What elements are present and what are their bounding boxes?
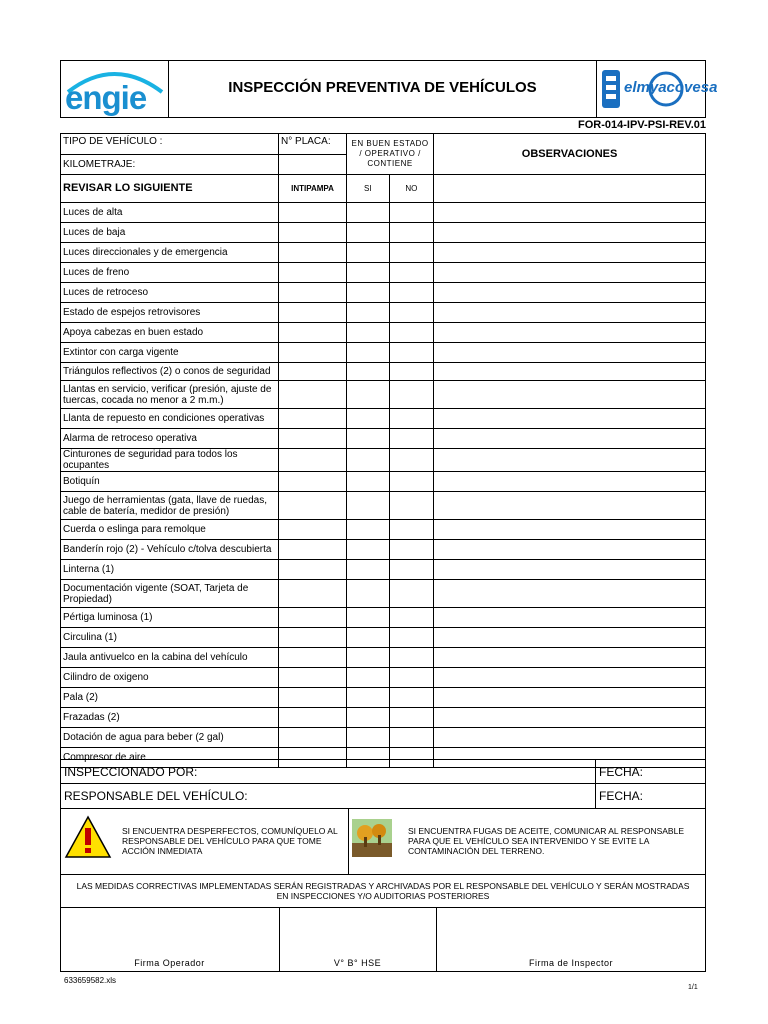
si-cell[interactable] — [346, 449, 389, 472]
checklist-item-label: Cinturones de seguridad para todos los ocupantes — [61, 449, 279, 472]
si-cell[interactable] — [346, 560, 389, 580]
checklist-row — [61, 243, 706, 263]
si-cell[interactable] — [346, 363, 389, 381]
checklist-item-label: Compresor de aire — [61, 748, 279, 768]
si-cell[interactable] — [346, 708, 389, 728]
intipampa-cell[interactable] — [279, 648, 347, 668]
fecha2-label: FECHA: — [599, 789, 644, 803]
checklist-item-label: Juego de herramientas (gata, llave de ruedas, cable de batería, medidor de presión) — [61, 492, 279, 520]
no-cell[interactable] — [389, 580, 434, 608]
checklist-item-label: Luces de retroceso — [61, 283, 279, 303]
tipo-vehiculo-label: TIPO DE VEHÍCULO : — [61, 134, 279, 155]
intipampa-cell[interactable] — [279, 608, 347, 628]
kilometraje-value[interactable] — [279, 155, 347, 175]
checklist-item-label: Pala (2) — [61, 688, 279, 708]
intipampa-cell[interactable] — [279, 688, 347, 708]
no-cell[interactable] — [389, 668, 434, 688]
observaciones-cell[interactable] — [434, 243, 706, 263]
si-cell[interactable] — [346, 323, 389, 343]
observaciones-cell[interactable] — [434, 409, 706, 429]
checklist-item-label: Apoya cabezas en buen estado — [61, 323, 279, 343]
si-cell[interactable] — [346, 263, 389, 283]
checklist-item-label: Cuerda o eslinga para remolque — [61, 520, 279, 540]
observaciones-cell[interactable] — [434, 492, 706, 520]
no-cell[interactable] — [389, 628, 434, 648]
checklist-row — [61, 409, 706, 429]
checklist-row — [61, 628, 706, 648]
si-cell[interactable] — [346, 540, 389, 560]
si-cell[interactable] — [346, 243, 389, 263]
no-cell[interactable] — [389, 203, 434, 223]
checklist-row — [61, 560, 706, 580]
intipampa-cell[interactable] — [279, 263, 347, 283]
intipampa-cell[interactable] — [279, 203, 347, 223]
checklist-row — [61, 492, 706, 520]
no-cell[interactable] — [389, 449, 434, 472]
checklist-row — [61, 223, 706, 243]
no-cell[interactable] — [389, 708, 434, 728]
checklist-row — [61, 303, 706, 323]
intipampa-cell[interactable] — [279, 429, 347, 449]
checklist-row — [61, 580, 706, 608]
si-cell[interactable] — [346, 668, 389, 688]
elmya-logo: elmyacovesa — [598, 64, 704, 114]
checklist-item-label: Luces direccionales y de emergencia — [61, 243, 279, 263]
checklist-item-label: Banderín rojo (2) - Vehículo c/tolva descubierta — [61, 540, 279, 560]
checklist-row — [61, 343, 706, 363]
observaciones-cell[interactable] — [434, 648, 706, 668]
si-cell[interactable] — [346, 728, 389, 748]
no-cell[interactable] — [389, 363, 434, 381]
fecha1-label: FECHA: — [599, 765, 644, 779]
no-cell[interactable] — [389, 283, 434, 303]
observaciones-header: OBSERVACIONES — [434, 134, 706, 175]
observaciones-cell[interactable] — [434, 728, 706, 748]
medidas-text: LAS MEDIDAS CORRECTIVAS IMPLEMENTADAS SERÁN REGISTRADAS Y ARCHIVADAS POR EL RESPONSABLE DEL VEHÍCULO Y SERÁN MOSTRADAS EN INSPECCIONES Y/O AUDITORIAS POSTERIORES — [76, 881, 690, 901]
checklist-item-label: Estado de espejos retrovisores — [61, 303, 279, 323]
warning-left-text: SI ENCUENTRA DESPERFECTOS, COMUNÍQUELO AL RESPONSABLE DEL VEHÍCULO PARA QUE TOME ACCIÓN INMEDIATA — [122, 826, 338, 856]
firma-inspector-label: Firma de Inspector — [528, 958, 614, 968]
no-cell[interactable] — [389, 409, 434, 429]
observaciones-cell[interactable] — [434, 283, 706, 303]
intipampa-cell[interactable] — [279, 283, 347, 303]
checklist-row — [61, 283, 706, 303]
firma-operador-label: Firma Operador — [134, 958, 205, 968]
intipampa-cell[interactable] — [279, 708, 347, 728]
checklist-row — [61, 688, 706, 708]
inspeccionado-label: INSPECCIONADO POR: — [64, 765, 198, 779]
checklist-row — [61, 648, 706, 668]
no-cell[interactable] — [389, 648, 434, 668]
si-cell[interactable] — [346, 580, 389, 608]
intipampa-cell[interactable] — [279, 540, 347, 560]
no-header: NO — [389, 175, 434, 203]
warning-right-text: SI ENCUENTRA FUGAS DE ACEITE, COMUNICAR AL RESPONSABLE PARA QUE EL VEHÍCULO SEA INTERVENIDO Y SE EVITE LA CONTAMINACIÓN DEL TERRENO. — [408, 826, 684, 856]
checklist-item-label: Luces de freno — [61, 263, 279, 283]
checklist-row — [61, 520, 706, 540]
observaciones-cell[interactable] — [434, 668, 706, 688]
no-cell[interactable] — [389, 323, 434, 343]
observaciones-cell[interactable] — [434, 449, 706, 472]
checklist-item-label: Luces de baja — [61, 223, 279, 243]
observaciones-cell[interactable] — [434, 560, 706, 580]
inspection-grid — [60, 133, 706, 768]
checklist-row — [61, 263, 706, 283]
intipampa-cell[interactable] — [279, 560, 347, 580]
checklist-item-label: Linterna (1) — [61, 560, 279, 580]
no-cell[interactable] — [389, 263, 434, 283]
si-cell[interactable] — [346, 409, 389, 429]
page-number: 1/1 — [688, 984, 698, 991]
obs-header-blank — [434, 175, 706, 203]
fecha1-divider — [595, 759, 596, 784]
checklist-item-label: Botiquín — [61, 472, 279, 492]
checklist-row — [61, 472, 706, 492]
si-cell[interactable] — [346, 472, 389, 492]
observaciones-cell[interactable] — [434, 223, 706, 243]
checklist-row — [61, 668, 706, 688]
checklist-row — [61, 203, 706, 223]
observaciones-cell[interactable] — [434, 343, 706, 363]
vb-hse-label: V° B° HSE — [333, 958, 382, 968]
intipampa-cell[interactable] — [279, 492, 347, 520]
no-cell[interactable] — [389, 223, 434, 243]
no-cell[interactable] — [389, 540, 434, 560]
checklist-row — [61, 381, 706, 409]
no-cell[interactable] — [389, 381, 434, 409]
intipampa-cell[interactable] — [279, 303, 347, 323]
checklist-item-label: Cilindro de oxigeno — [61, 668, 279, 688]
no-cell[interactable] — [389, 688, 434, 708]
intipampa-header: INTIPAMPA — [279, 175, 347, 203]
intipampa-cell[interactable] — [279, 668, 347, 688]
warning-triangle-icon — [64, 815, 112, 859]
intipampa-cell[interactable] — [279, 223, 347, 243]
no-cell[interactable] — [389, 728, 434, 748]
no-cell[interactable] — [389, 343, 434, 363]
placa-label: N° PLACA: — [279, 134, 347, 155]
checklist-item-label: Circulina (1) — [61, 628, 279, 648]
warnings-divider — [348, 808, 349, 875]
observaciones-cell[interactable] — [434, 540, 706, 560]
checklist-row — [61, 540, 706, 560]
intipampa-cell[interactable] — [279, 628, 347, 648]
si-cell[interactable] — [346, 492, 389, 520]
file-name: 633659582.xls — [64, 976, 117, 985]
intipampa-cell[interactable] — [279, 580, 347, 608]
si-cell[interactable] — [346, 381, 389, 409]
si-cell[interactable] — [346, 203, 389, 223]
intipampa-cell[interactable] — [279, 243, 347, 263]
intipampa-cell[interactable] — [279, 520, 347, 540]
checklist-row — [61, 363, 706, 381]
observaciones-cell[interactable] — [434, 520, 706, 540]
observaciones-cell[interactable] — [434, 303, 706, 323]
checklist-item-label: Luces de alta — [61, 203, 279, 223]
revisar-header: REVISAR LO SIGUIENTE — [61, 175, 279, 203]
si-cell[interactable] — [346, 688, 389, 708]
observaciones-cell[interactable] — [434, 429, 706, 449]
checklist-item-label: Dotación de agua para beber (2 gal) — [61, 728, 279, 748]
observaciones-cell[interactable] — [434, 263, 706, 283]
checklist-item-label: Alarma de retroceso operativa — [61, 429, 279, 449]
no-cell[interactable] — [389, 429, 434, 449]
si-cell[interactable] — [346, 283, 389, 303]
environment-icon — [352, 819, 392, 857]
header-right-divider — [596, 60, 597, 118]
intipampa-cell[interactable] — [279, 343, 347, 363]
no-cell[interactable] — [389, 472, 434, 492]
no-cell[interactable] — [389, 520, 434, 540]
responsable-label: RESPONSABLE DEL VEHÍCULO: — [64, 789, 248, 803]
si-cell[interactable] — [346, 223, 389, 243]
si-cell[interactable] — [346, 303, 389, 323]
no-cell[interactable] — [389, 243, 434, 263]
engie-logo: engie — [62, 62, 166, 116]
si-cell[interactable] — [346, 520, 389, 540]
si-cell[interactable] — [346, 429, 389, 449]
checklist-item-label: Pértiga luminosa (1) — [61, 608, 279, 628]
si-cell[interactable] — [346, 648, 389, 668]
page-title: INSPECCIÓN PREVENTIVA DE VEHÍCULOS — [228, 79, 537, 96]
fecha2-divider — [595, 783, 596, 809]
checklist-row — [61, 608, 706, 628]
intipampa-cell[interactable] — [279, 449, 347, 472]
no-cell[interactable] — [389, 303, 434, 323]
intipampa-cell[interactable] — [279, 323, 347, 343]
checklist-item-label: Triángulos reflectivos (2) o conos de seguridad — [61, 363, 279, 381]
observaciones-cell[interactable] — [434, 628, 706, 648]
intipampa-cell[interactable] — [279, 728, 347, 748]
no-cell[interactable] — [389, 560, 434, 580]
observaciones-cell[interactable] — [434, 688, 706, 708]
checklist-item-label: Extintor con carga vigente — [61, 343, 279, 363]
si-header: SI — [346, 175, 389, 203]
observaciones-cell[interactable] — [434, 580, 706, 608]
checklist-item-label: Jaula antivuelco en la cabina del vehículo — [61, 648, 279, 668]
intipampa-cell[interactable] — [279, 409, 347, 429]
checklist-item-label: Documentación vigente (SOAT, Tarjeta de Propiedad) — [61, 580, 279, 608]
kilometraje-label: KILOMETRAJE: — [61, 155, 279, 175]
no-cell[interactable] — [389, 492, 434, 520]
observaciones-cell[interactable] — [434, 323, 706, 343]
observaciones-cell[interactable] — [434, 608, 706, 628]
checklist-item-label: Llantas en servicio, verificar (presión, ajuste de tuercas, cocada no menor a 2 m.m.) — [61, 381, 279, 409]
estado-header: EN BUEN ESTADO / OPERATIVO / CONTIENE — [346, 134, 433, 175]
checklist-item-label: Llanta de repuesto en condiciones operativas — [61, 409, 279, 429]
observaciones-cell[interactable] — [434, 203, 706, 223]
si-cell[interactable] — [346, 343, 389, 363]
no-cell[interactable] — [389, 608, 434, 628]
si-cell[interactable] — [346, 628, 389, 648]
intipampa-cell[interactable] — [279, 472, 347, 492]
observaciones-cell[interactable] — [434, 708, 706, 728]
checklist-row — [61, 449, 706, 472]
checklist-row — [61, 323, 706, 343]
checklist-row — [61, 429, 706, 449]
observaciones-cell[interactable] — [434, 472, 706, 492]
form-code: FOR-014-IPV-PSI-REV.01 — [578, 119, 706, 131]
si-cell[interactable] — [346, 608, 389, 628]
checklist-row — [61, 728, 706, 748]
observaciones-cell[interactable] — [434, 381, 706, 409]
checklist-row — [61, 708, 706, 728]
observaciones-cell[interactable] — [434, 363, 706, 381]
intipampa-cell[interactable] — [279, 381, 347, 409]
intipampa-cell[interactable] — [279, 363, 347, 381]
checklist-item-label: Frazadas (2) — [61, 708, 279, 728]
